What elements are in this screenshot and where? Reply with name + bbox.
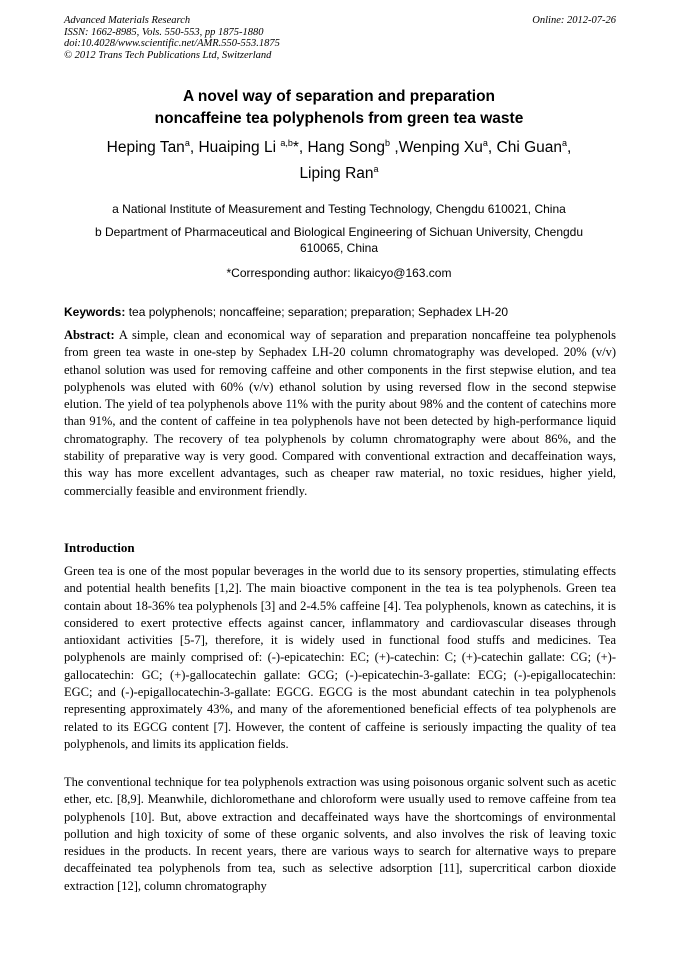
author: Wenping Xu$^a$, — [398, 138, 497, 156]
author-list — [60, 135, 618, 187]
keywords-label: Keywords: — [64, 305, 126, 319]
author: Heping Tan$^a$, — [106, 138, 199, 156]
abstract-text: A simple, clean and economical way of separation and preparation noncaffeine tea polyphenols from green tea waste in one-step by Sephadex LH-20 column chromatography was developed. 20% (v/v) ethanol solution was used for removing caffeine and other components in the first stepwise elution, and tea polyphenols was eluted with 60% (v/v) ethanol solution by using reversed flow in the second stepwise elution. The yield of tea polyphenols above 11% with the purity about 98% and the content of catechins more than 91%, and the content of caffeine in tea polyphenols have not been detected by high-performance liquid chromatography. The recovery of tea polyphenols by column chromatography were about 86%, and the stability of preparative way is very good. Compared with conventional extraction and decaffeination ways, this way has more excellent advantages, such as cheaper raw material, no toxic residues, higher yield, commercially feasible and environment friendly. — [64, 328, 616, 498]
title-line-1: A novel way of separation and preparation — [182, 88, 496, 105]
affiliation-b: b Department of Pharmaceutical and Biological Engineering of Sichuan University, Chengdu 610065, China — [94, 225, 584, 255]
journal-meta — [64, 15, 280, 61]
journal-doi: doi:10.4028/www.scientific.net/AMR.550-553.1875 — [64, 38, 280, 49]
journal-header — [64, 15, 616, 61]
author: Hang Song$^b$ , — [307, 138, 399, 156]
title-line-2: noncaffeine tea polyphenols from green tea waste — [154, 109, 524, 127]
abstract-label: Abstract: — [64, 328, 115, 342]
journal-copyright: © 2012 Trans Tech Publications Ltd, Switzerland — [64, 49, 272, 61]
affiliation-a: a National Institute of Measurement and Testing Technology, Chengdu 610021, China — [112, 202, 566, 216]
abstract — [64, 327, 616, 500]
author: Huaiping Li $^{a,b}$*, — [198, 138, 308, 156]
corresponding-author: *Corresponding author: likaicyo@163.com — [226, 266, 452, 280]
journal-issn: ISSN: 1662-8985, Vols. 550-553, pp 1875-1880 — [64, 26, 264, 38]
intro-paragraph-1: Green tea is one of the most popular beverages in the world due to its sensory properties, stimulating effects and potential health benefits [1,2]. The main bioactive component in the tea is tea polyphenols. Green tea contain about 18-36% tea polyphenols [3] and 2-4.5% caffeine [4]. Tea polyphenols, known as catechins, it is considered to exert protective effects against cancer, inflammatory and cardiovascular diseases through antioxidant activities [5-7], therefore, it is widely used in functional food stuffs and medicines. Tea polyphenols are mainly comprised of: (-)-epicatechin: EC; (+)-catechin: C; (+)-catechin gallate: CG; (+)-gallocatechin: GC; (+)-gallocatechin gallate: GCG; (-)-epicatechin-3-gallate: ECG; (-)-epigallocatechin: EGC; and (-)-epigallocatechin-3-gallate: EGCG. EGCG is the most abundant catechin in tea polyphenols representing approximately 43%, and many of the aforementioned beneficial effects of tea polyphenols are related to its EGCG content [7]. However, the content of caffeine is seriously impacting the quality of tea polyphenols, and limits its application fields. — [64, 564, 616, 751]
author: Chi Guan$^a$, — [496, 138, 572, 156]
online-date: Online: 2012-07-26 — [532, 15, 616, 26]
keywords — [64, 305, 616, 320]
paper-title — [0, 86, 678, 129]
keywords-text: tea polyphenols; noncaffeine; separation; preparation; Sephadex LH-20 — [125, 305, 509, 319]
author: Liping Ran$^a$ — [299, 164, 379, 182]
section-heading-introduction: Introduction — [64, 540, 135, 555]
journal-name: Advanced Materials Research — [64, 15, 191, 26]
intro-paragraph-2: The conventional technique for tea polyphenols extraction was using poisonous organic solvent such as acetic ether, etc. [8,9]. Meanwhile, dichloromethane and chloroform were usually used to remove caffeine from tea polyphenols [10]. But, above extraction and decaffeinated ways have the shortcomings of environmental pollution and high toxicity of some of these organic solvents, and also involves the risk of leaving toxic residues in the products. In recent years, there are various ways to search for alternative ways to prepare decaffeinated tea polyphenols from tea, such as selective adsorption [11], supercritical carbon dioxide extraction [12], column chromatography — [64, 775, 616, 893]
